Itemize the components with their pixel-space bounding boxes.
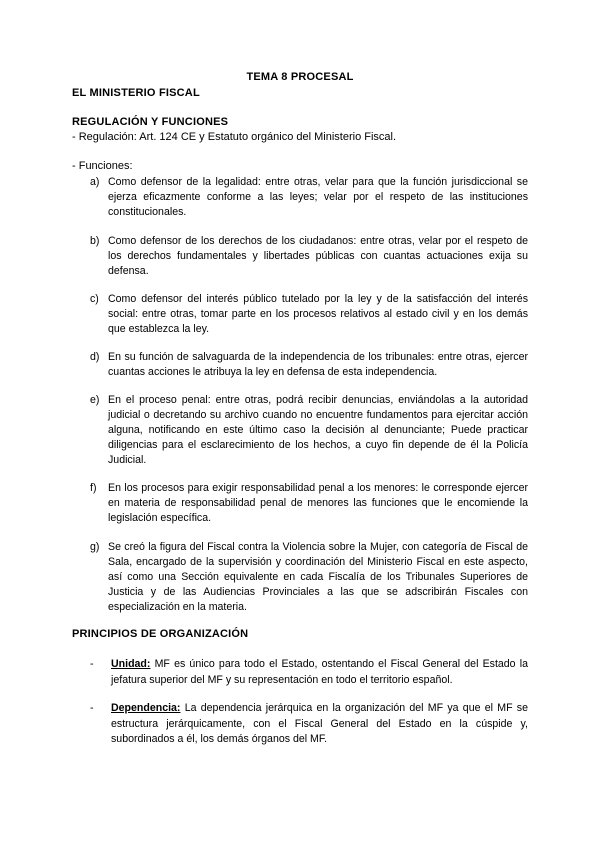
principle-term: Dependencia:: [111, 702, 181, 714]
function-item-text: Como defensor de los derechos de los ciudadanos: entre otras, velar por el respeto de los derechos fundamentales y libertades públicas con cuantas actuaciones exija su defensa.: [108, 235, 528, 277]
function-item-label: b): [90, 235, 100, 247]
function-item-text: Como defensor del interés público tutelado por la ley y de la satisfacción del interés social: entre otras, tomar parte en los procesos relativos al estado civil y en los demás que establezca la ley.: [108, 293, 528, 335]
function-item-text: En su función de salvaguarda de la independencia de los tribunales: entre otras, ejercer cuantas acciones le atribuya la ley en defensa de esta independencia.: [108, 351, 528, 378]
principle-description: La dependencia jerárquica en la organización del MF ya que el MF se estructura jerárquicamente, con el Fiscal General del Estado en la cúspide y, subordinados a él, los demás órganos del MF.: [111, 702, 528, 745]
principle-description: MF es único para todo el Estado, ostentando el Fiscal General del Estado la jefatura superior del MF y su representación en todo el territorio español.: [111, 658, 528, 686]
function-item-label: f): [90, 482, 97, 494]
principle-text: [111, 701, 528, 748]
principios-heading: PRINCIPIOS DE ORGANIZACIÓN: [72, 628, 249, 640]
function-item-text: Se creó la figura del Fiscal contra la Violencia sobre la Mujer, con categoría de Fiscal de Sala, encargado de la supervisión y coordinación del Ministerio Fiscal en este aspecto, así como una Sección equivalente en cada Fiscalía de los Tribunales Superiores de Justicia y de las Audiencias Provinciales a las que se adscribirán Fiscales con especialización en la materia.: [108, 541, 528, 613]
function-item-text: En el proceso penal: entre otras, podrá recibir denuncias, enviándolas a la autoridad judicial o decretando su archivo cuando no encuentre fundamentos para ejercitar acción alguna, notificando en este último caso la decisión al denunciante; Puede practicar diligencias para el esclarecimiento de los hechos, a cuyo fin depende de él la Policía Judicial.: [108, 394, 528, 466]
principle-text: [111, 657, 528, 688]
principle-term: Unidad:: [111, 658, 151, 670]
function-item-text: En los procesos para exigir responsabilidad penal a los menores: le corresponde ejercer en materia de responsabilidad penal de menores las funciones que le encomiende la legislación específica.: [108, 482, 528, 524]
regulacion-text: - Regulación: Art. 124 CE y Estatuto orgánico del Ministerio Fiscal.: [72, 131, 397, 143]
function-item-label: a): [90, 176, 100, 188]
function-item-label: d): [90, 351, 100, 363]
section-title: EL MINISTERIO FISCAL: [72, 87, 200, 99]
function-item-text: Como defensor de la legalidad: entre otras, velar para que la función jurisdiccional se ejerza eficazmente conforme a las leyes; velar por el respeto de las instituciones constitucionales.: [108, 176, 528, 218]
function-item-label: c): [90, 293, 99, 305]
function-item-label: e): [90, 394, 100, 406]
principle-dash: -: [90, 702, 94, 714]
principle-dash: -: [90, 658, 94, 670]
document-title: TEMA 8 PROCESAL: [246, 71, 354, 83]
funciones-label: - Funciones:: [72, 160, 133, 172]
function-item-label: g): [90, 541, 100, 553]
regulacion-heading: REGULACIÓN Y FUNCIONES: [72, 116, 229, 128]
